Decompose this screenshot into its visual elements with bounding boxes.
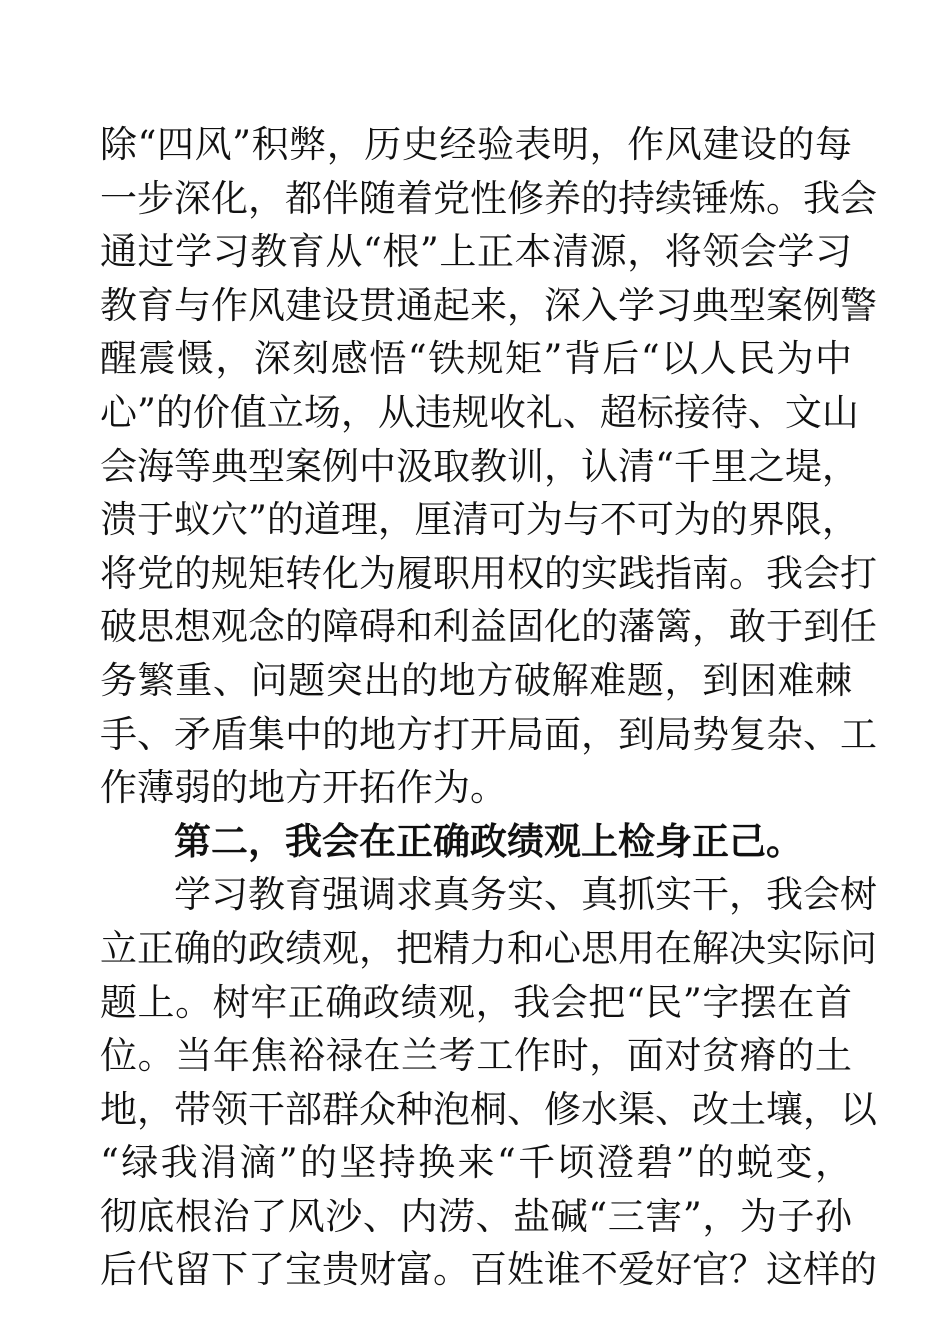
document-page <box>100 118 877 1297</box>
body-text-line: 立正确的政绩观，把精力和心思用在解决实际问 <box>100 926 877 970</box>
body-text-line: 务繁重、问题突出的地方破解难题，到困难棘 <box>100 658 852 702</box>
body-text-line: 彻底根治了风沙、内涝、盐碱“三害”，为子孙 <box>100 1194 852 1238</box>
body-text-line: 破思想观念的障碍和利益固化的藩篱，敢于到任 <box>100 605 877 649</box>
body-text-line: 作薄弱的地方开拓作为。 <box>100 766 507 810</box>
body-text-line: 溃于蚁穴”的道理，厘清可为与不可为的界限， <box>100 498 859 542</box>
body-text-line: 将党的规矩转化为履职用权的实践指南。我会打 <box>100 551 877 595</box>
body-text-line: 会海等典型案例中汲取教训，认清“千里之堤， <box>100 444 859 488</box>
body-text-line: “绿我涓滴”的坚持换来“千顷澄碧”的蜕变， <box>100 1141 852 1185</box>
body-text-line: 地，带领干部群众种泡桐、修水渠、改土壤，以 <box>100 1087 877 1131</box>
body-text-line: 题上。树牢正确政绩观，我会把“民”字摆在首 <box>100 980 852 1024</box>
body-text-line: 除“四风”积弊，历史经验表明，作风建设的每 <box>100 123 852 166</box>
body-text-line: 手、矛盾集中的地方打开局面，到局势复杂、工 <box>100 712 877 756</box>
body-text-line: 位。当年焦裕禄在兰考工作时，面对贫瘠的土 <box>100 1034 852 1078</box>
body-text-line: 通过学习教育从“根”上正本清源，将领会学习 <box>100 230 852 274</box>
body-text-line: 一步深化，都伴随着党性修养的持续锤炼。我会 <box>100 176 877 220</box>
section-heading: 第二，我会在正确政绩观上检身正己。 <box>174 819 803 863</box>
body-text-line: 心”的价值立场，从违规收礼、超标接待、文山 <box>100 390 859 434</box>
body-text-line: 学习教育强调求真务实、真抓实干，我会树 <box>174 873 877 917</box>
body-text-line: 醒震慑，深刻感悟“铁规矩”背后“以人民为中 <box>100 337 852 381</box>
body-text-line: 教育与作风建设贯通起来，深入学习典型案例警 <box>100 283 877 327</box>
body-text-line: 后代留下了宝贵财富。百姓谁不爱好官？这样的 <box>100 1248 877 1292</box>
